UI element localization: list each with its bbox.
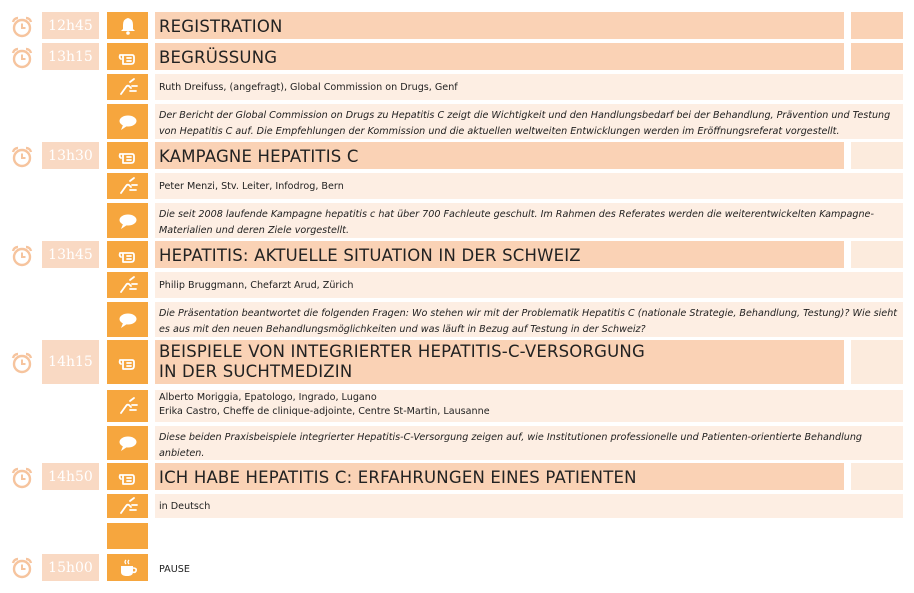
alarm-clock-icon [11,16,33,38]
alarm-clock-icon [11,47,33,69]
pointing-hand-icon [107,340,148,384]
session-speaker: Ruth Dreifuss, (angefragt), Global Commission on Drugs, Genf [155,74,903,100]
pointing-hand-icon [107,241,148,268]
alarm-clock-icon [11,352,33,374]
session-title: PAUSE [159,564,190,575]
session-time: 15h00 [42,554,99,581]
session-title: REGISTRATION [155,12,844,39]
session-title: BEGRÜSSUNG [155,43,844,70]
speaker-icon [107,390,148,422]
right-box [851,142,903,169]
speaker-icon [107,272,148,298]
session-speaker: Alberto Moriggia, Epatologo, Ingrado, Lugano [159,392,377,403]
right-box [851,12,903,39]
alarm-clock-icon [11,245,33,267]
alarm-clock-icon [11,146,33,168]
session-title-line1: BEISPIELE VON INTEGRIERTER HEPATITIS-C-VERSORGUNG [159,342,645,361]
bell-icon [107,12,148,39]
speaker-icon [107,74,148,100]
session-description: Diese beiden Praxisbeispiele integrierter Hepatitis-C-Versorgung zeigen auf, wie Institutionen professionelle und Patienten-orientierte Behandlung anbieten. [155,426,903,460]
session-title [155,340,844,384]
session-time: 14h15 [42,340,99,384]
speech-bubble-icon [107,203,148,238]
empty-box [107,523,148,549]
session-speaker: in Deutsch [155,494,903,518]
session-time: 14h50 [42,463,99,490]
session-title-line2: IN DER SUCHTMEDIZIN [159,362,353,381]
alarm-clock-icon [11,467,33,489]
session-title: ICH HABE HEPATITIS C: ERFAHRUNGEN EINES PATIENTEN [155,463,844,490]
session-title: KAMPAGNE HEPATITIS C [155,142,844,169]
pointing-hand-icon [107,463,148,490]
speech-bubble-icon [107,104,148,139]
session-description: Der Bericht der Global Commission on Drugs zu Hepatitis C zeigt die Wichtigkeit und den Handlungsbedarf bei der Behandlung, Prävention und Testung von Hepatitis C auf. Die Empfehlungen der Kommission und die aktuellen weltweiten Entwicklungen werden im Eröffnungsreferat vorgestellt. [155,104,903,139]
alarm-clock-icon [11,557,33,579]
pointing-hand-icon [107,43,148,70]
coffee-cup-icon [107,554,148,581]
speaker-icon [107,173,148,199]
session-speaker: Philip Bruggmann, Chefarzt Arud, Zürich [155,272,903,298]
right-box [851,43,903,70]
session-description: Die Präsentation beantwortet die folgenden Fragen: Wo stehen wir mit der Problematik Hepatitis C (nationale Strategie, Behandlung, Testung)? Wie sieht es aus mit den neuen Behandlungsmöglichkeiten und was läuft in Bezug auf Testung in der Schweiz? [155,302,903,337]
session-time: 13h15 [42,43,99,70]
session-time: 13h45 [42,241,99,268]
pointing-hand-icon [107,142,148,169]
session-time: 12h45 [42,12,99,39]
session-description: Die seit 2008 laufende Kampagne hepatitis c hat über 700 Fachleute geschult. Im Rahmen des Referates werden die weiterentwickelten Kampagne-Materialien und deren Ziele vorgestellt. [155,203,903,238]
speech-bubble-icon [107,302,148,337]
session-title: HEPATITIS: AKTUELLE SITUATION IN DER SCHWEIZ [155,241,844,268]
right-box [851,241,903,268]
session-speaker: Erika Castro, Cheffe de clinique-adjointe, Centre St-Martin, Lausanne [159,406,490,417]
session-speakers [155,390,903,422]
session-time: 13h30 [42,142,99,169]
right-box [851,340,903,384]
speech-bubble-icon [107,426,148,460]
right-box [851,463,903,490]
session-speaker: Peter Menzi, Stv. Leiter, Infodrog, Bern [155,173,903,199]
speaker-icon [107,494,148,518]
